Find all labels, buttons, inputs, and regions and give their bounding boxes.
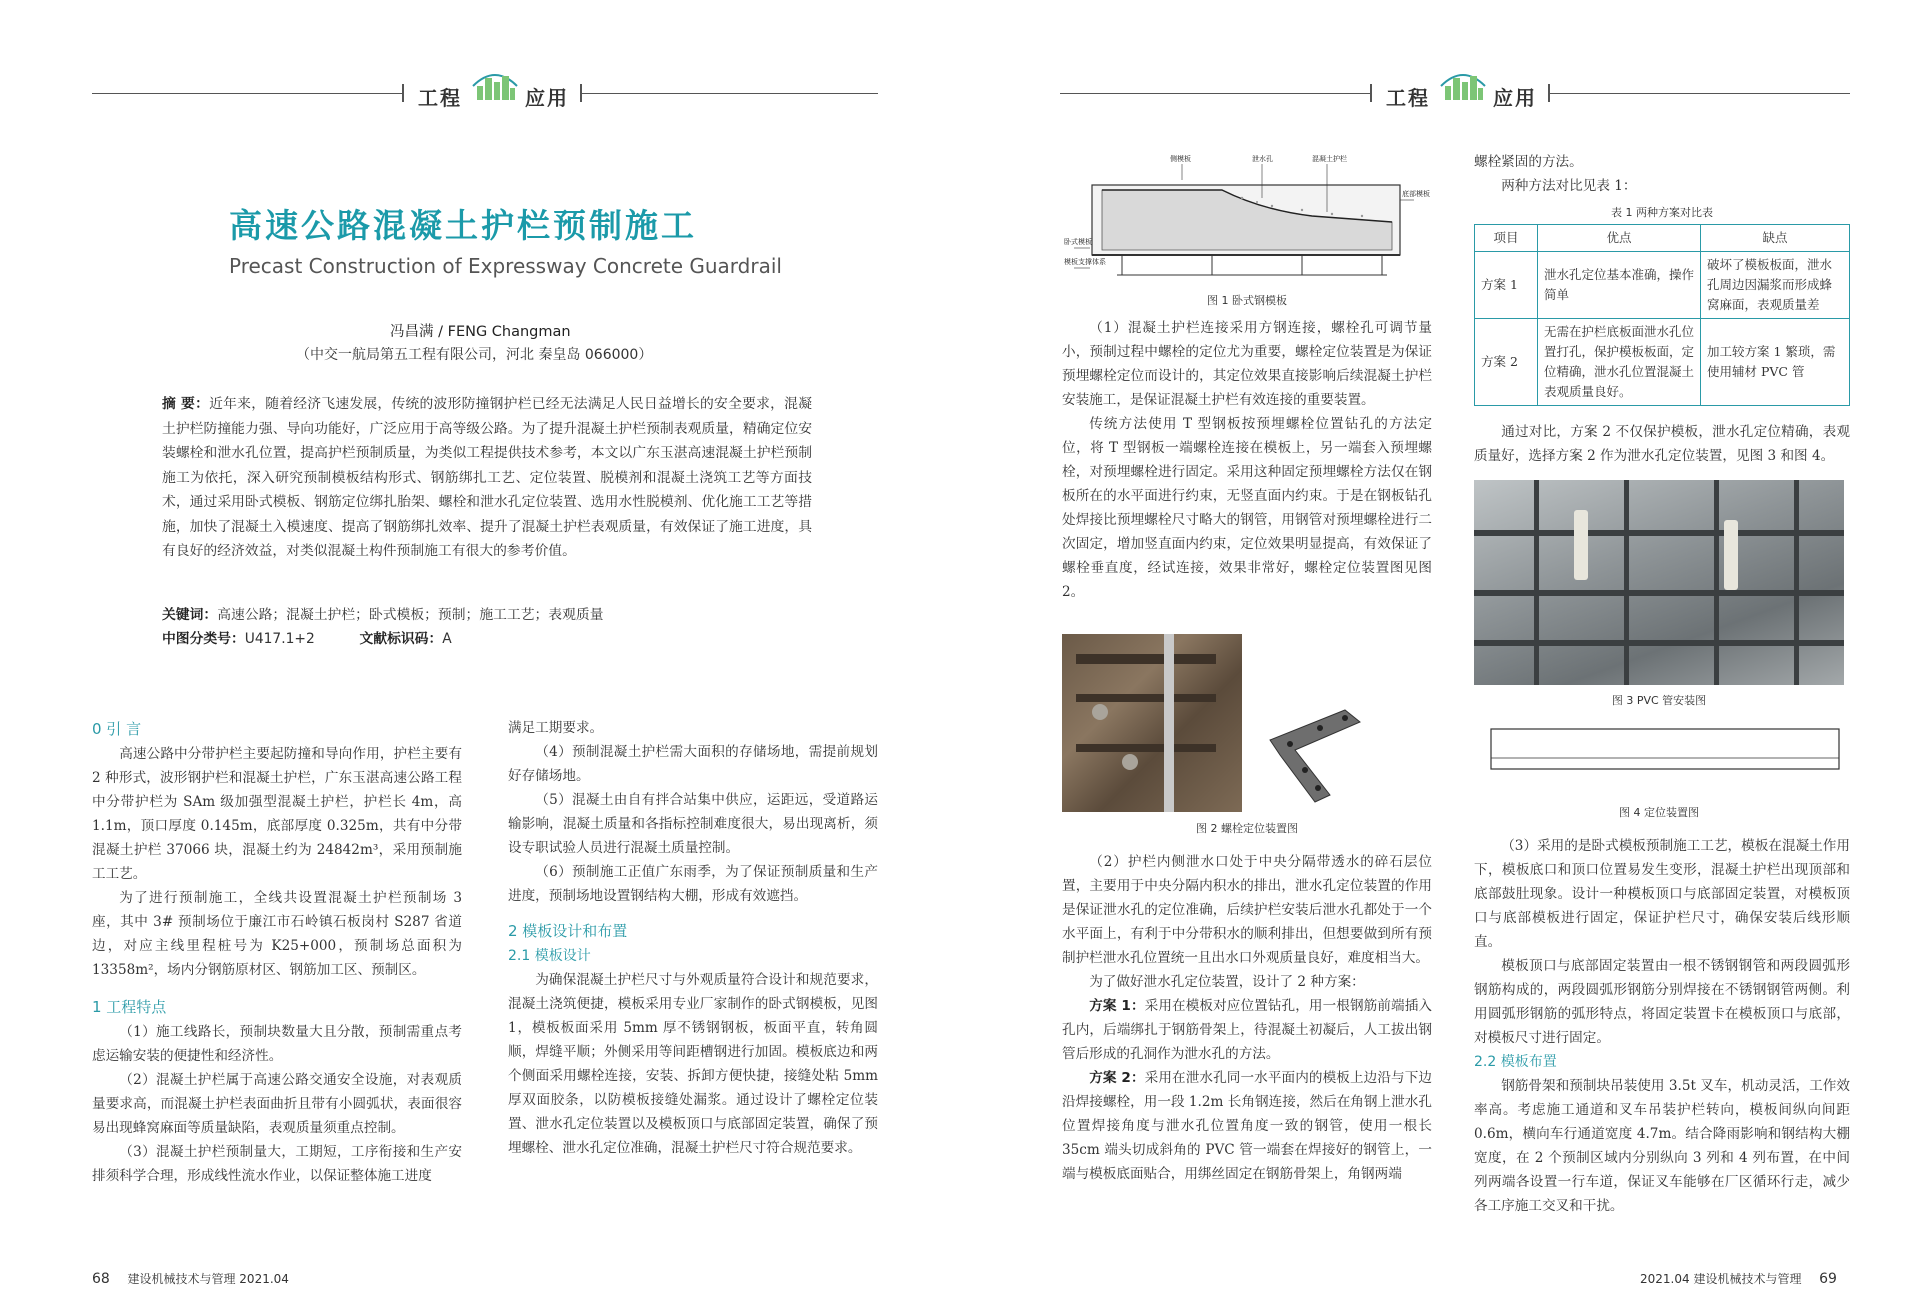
paragraph: 钢筋骨架和预制块吊装使用 3.5t 叉车，机动灵活，工作效率高。考虑施工通道和叉车吊装护栏转向，模板间纵向间距 0.6m，横向车行通道宽度 4.7m。结合降雨影响和钢结构大棚宽度，在 2 个预制区域内分别纵向 3 列和 4 列布置，在中间列两端各设置一行车道，保证叉车能够在厂区循环行走，减少各工序施工交叉和干扰。 xyxy=(1474,1078,1850,1214)
journal-name-left: 建设机械技术与管理 2021.04 xyxy=(127,1272,289,1286)
article-title-english: Precast Construction of Expressway Concrete Guardrail xyxy=(229,254,782,278)
table-cell: 方案 2 xyxy=(1475,319,1538,406)
abstract-label: 摘 要： xyxy=(162,396,210,412)
keywords-label: 关键词： xyxy=(162,607,218,623)
subsection-heading-design: 2.1 模板设计 xyxy=(508,948,591,964)
keywords xyxy=(162,603,604,627)
table-cell: 方案 1 xyxy=(1475,252,1538,319)
fig1-label-guardrail: 混凝土护栏 xyxy=(1312,155,1347,163)
section-heading-intro: 0 引 言 xyxy=(92,720,142,738)
abstract xyxy=(162,392,812,564)
keywords-text: 高速公路；混凝土护栏；卧式模板；预制；施工工艺；表观质量 xyxy=(217,607,604,623)
classification-value: U417.1+2 xyxy=(244,631,315,647)
table-header-cell: 缺点 xyxy=(1701,225,1850,252)
paragraph: （5）混凝土由自有拌合站集中供应，运距远，受道路运输影响，混凝土质量和各指标控制难度很大，易出现离析，须设专职试验人员进行混凝土质量控制。 xyxy=(508,792,878,856)
paragraph: 为了做好泄水孔定位装置，设计了 2 种方案： xyxy=(1089,974,1365,990)
doc-id-value: A xyxy=(442,631,452,647)
table-row xyxy=(1475,252,1850,319)
paragraph: 满足工期要求。 xyxy=(508,720,604,736)
section-heading-formwork: 2 模板设计和布置 xyxy=(508,922,628,940)
header-rule-right-a xyxy=(1060,93,1370,94)
column-3-bottom xyxy=(1062,850,1432,1186)
page-number-right: 69 xyxy=(1819,1271,1837,1287)
header-bracket xyxy=(402,84,404,102)
footer-right xyxy=(1640,1270,1837,1287)
header-rule-right-b xyxy=(1550,93,1850,94)
footer-left xyxy=(92,1270,289,1287)
table-1-title: 表 1 两种方案对比表 xyxy=(1611,206,1713,219)
classification xyxy=(162,627,452,651)
fig1-label-drain-hole: 泄水孔 xyxy=(1252,155,1273,163)
figure-3-photo xyxy=(1474,480,1844,685)
doc-id-label: 文献标识码： xyxy=(359,631,443,647)
header-rule-left-b xyxy=(582,93,878,94)
column-4-bottom xyxy=(1474,834,1850,1218)
fig1-label-support: 模板支撑体系 xyxy=(1064,258,1106,266)
city-skyline-icon xyxy=(469,64,521,104)
column-4-top xyxy=(1474,150,1850,198)
paragraph: （2）混凝土护栏属于高速公路交通安全设施，对表观质量要求高，而混凝土护栏表面曲折且带有小圆弧状，表面很容易出现蜂窝麻面等质量缺陷，表观质量须重点控制。 xyxy=(92,1072,462,1136)
table-cell: 破坏了模板板面，泄水孔周边因漏浆而形成蜂窝麻面，表观质量差 xyxy=(1701,252,1850,319)
paragraph: 通过对比，方案 2 不仅保护模板，泄水孔定位精确，表观质量好，选择方案 2 作为泄水孔定位装置，见图 3 和图 4。 xyxy=(1474,424,1850,464)
figure-4-drawing xyxy=(1490,728,1840,778)
paragraph: （1）施工线路长，预制块数量大且分散，预制需重点考虑运输安装的便捷性和经济性。 xyxy=(92,1024,462,1064)
header-rule-left-a xyxy=(92,93,402,94)
paragraph: 为了进行预制施工，全线共设置混凝土护栏预制场 3 座，其中 3# 预制场位于廉江市石岭镇石板岗村 S287 省道边，对应主线里程桩号为 K25+000，预制场总面积为 13358m²，场内分钢筋原材区、钢筋加工区、预制区。 xyxy=(92,890,462,978)
paragraph: 螺栓紧固的方法。 xyxy=(1474,154,1583,170)
city-skyline-icon xyxy=(1437,64,1489,104)
header-section-text: 工程 xyxy=(418,86,462,110)
abstract-text: 近年来，随着经济飞速发展，传统的波形防撞钢护栏已经无法满足人民日益增长的安全要求，混凝土护栏防撞能力强、导向功能好，广泛应用于高等级公路。为了提升混凝土护栏预制表观质量，精确定位安装螺栓和泄水孔位置，提高护栏预制质量，为类似工程提供技术参考，本文以广东玉湛高速混凝土护栏预制施工为依托，深入研究预制模板结构形式、钢筋绑扎工艺、定位装置、脱模剂和混凝土浇筑工艺等方面技术，通过采用卧式模板、钢筋定位绑扎胎架、螺栓和泄水孔定位装置、选用水性脱模剂、优化施工工艺等措施，加快了混凝土入模速度、提高了钢筋绑扎效率、提升了混凝土护栏表观质量，有效保证了施工进度，具有良好的经济效益，对类似混凝土构件预制施工有很大的参考价值。 xyxy=(162,396,813,559)
table-row xyxy=(1475,319,1850,406)
paragraph: （6）预制施工正值广东雨季，为了保证预制质量和生产进度，预制场地设置钢结构大棚，形成有效遮挡。 xyxy=(508,864,878,904)
paragraph: 两种方法对比见表 1： xyxy=(1501,178,1637,194)
page-number-left: 68 xyxy=(92,1271,110,1287)
header-section-text: 应用 xyxy=(1493,86,1537,110)
comparison-table xyxy=(1474,224,1850,406)
table-cell: 无需在护栏底板面泄水孔位置打孔，保护模板板面，定位精确，泄水孔位置混凝土表观质量良好。 xyxy=(1538,319,1701,406)
column-4-comparison xyxy=(1474,420,1850,468)
article-title: 高速公路混凝土护栏预制施工 xyxy=(229,206,697,245)
column-2 xyxy=(508,716,878,1160)
paragraph: （3）采用的是卧式模板预制施工工艺，模板在混凝土作用下，模板底口和顶口位置易发生变形，混凝土护栏出现顶部和底部鼓肚现象。设计一种模板顶口与底部固定装置，对模板顶口与底部模板进行固定，保证护栏尺寸，确保安装后线形顺直。 xyxy=(1474,838,1850,950)
classification-label: 中图分类号： xyxy=(162,631,245,647)
section-heading-features: 1 工程特点 xyxy=(92,998,167,1016)
plan-2-label: 方案 2： xyxy=(1089,1070,1145,1086)
table-header-row xyxy=(1475,225,1850,252)
paragraph: 高速公路中分带护栏主要起防撞和导向作用，护栏主要有 2 种形式，波形钢护栏和混凝土护栏，广东玉湛高速公路工程中分带护栏为 SAm 级加强型混凝土护栏，护栏长 4m，高 1.1m，顶口厚度 0.145m，底部厚度 0.325m，共有中分带混凝土护栏 37066 块，混凝土约为 24842m³，采用预制施工工艺。 xyxy=(92,746,462,882)
paragraph: 传统方法使用 T 型钢板按预埋螺栓位置钻孔的方法定位，将 T 型钢板一端螺栓连接在模板上，另一端套入预埋螺栓，对预埋螺栓进行固定。采用这种固定预埋螺栓方法仅在钢板所在的水平面进行约束，无竖直面内约束。于是在钢板钻孔处焊接比预埋螺栓尺寸略大的钢管，用钢管对预埋螺栓进行二次固定，增加竖直面内约束，定位效果明显提高，有效保证了螺栓垂直度，经试连接，效果非常好，螺栓定位装置图见图 2。 xyxy=(1062,416,1432,600)
column-3-top xyxy=(1062,316,1432,604)
plan-2-text: 采用在泄水孔同一水平面内的模板上边沿与下边沿焊接螺栓，用一段 1.2m 长角钢连接，然后在角钢上泄水孔位置焊接角度与泄水孔位置角度一致的钢管，使用一根长 35cm 端头切成斜角的 PVC 管一端套在焊接好的钢管上，一端与模板底面贴合，用绑丝固定在钢筋骨架上，角钢两端 xyxy=(1062,1070,1432,1182)
table-header-cell: 优点 xyxy=(1538,225,1701,252)
paragraph: （2）护栏内侧泄水口处于中央分隔带透水的碎石层位置，主要用于中央分隔内积水的排出，泄水孔定位装置的作用是保证泄水孔的定位准确，后续护栏安装后泄水孔都处于一个水平面上，有利于中分带积水的顺利排出，但想要做到所有预制护栏泄水孔位置统一且出水口外观质量良好，难度相当大。 xyxy=(1062,854,1432,966)
column-1 xyxy=(92,716,462,1188)
figure-2-t-plate-drawing xyxy=(1250,700,1430,810)
plan-1-text: 采用在模板对应位置钻孔，用一根钢筋前端插入孔内，后端绑扎于钢筋骨架上，待混凝土初凝后，人工拔出钢管后形成的孔洞作为泄水孔的方法。 xyxy=(1062,998,1432,1062)
table-cell: 泄水孔定位基本准确，操作简单 xyxy=(1538,252,1701,319)
figure-3-caption: 图 3 PVC 管安装图 xyxy=(1611,694,1707,707)
paragraph: （4）预制混凝土护栏需大面积的存储场地，需提前规划好存储场地。 xyxy=(508,744,878,784)
figure-4-caption: 图 4 定位装置图 xyxy=(1619,806,1699,819)
paragraph: 为确保混凝土护栏尺寸与外观质量符合设计和规范要求，混凝土浇筑便捷，模板采用专业厂家制作的卧式钢模板，见图 1，模板板面采用 5mm 厚不锈钢钢板，板面平直，转角圆顺，焊缝平顺；外侧采用等间距槽钢进行加固。模板底边和两个侧面采用螺栓连接，安装、拆卸方便快捷，接缝处粘 5mm 厚双面胶条，以防模板接缝处漏浆。通过设计了螺栓定位装置、泄水孔定位装置以及模板顶口与底部固定装置，确保了预埋螺栓、泄水孔定位准确，混凝土护栏尺寸符合规范要求。 xyxy=(508,972,878,1156)
fig1-label-horizontal-form: 卧式模板 xyxy=(1064,238,1092,246)
figure-2-caption: 图 2 螺栓定位装置图 xyxy=(1196,822,1298,835)
figure-1-drawing xyxy=(1062,150,1432,285)
fig1-label-bottom-form: 底部模板 xyxy=(1402,190,1430,198)
figure-1-caption: 图 1 卧式钢模板 xyxy=(1207,294,1287,307)
header-section-text: 应用 xyxy=(525,86,569,110)
journal-name-right: 2021.04 建设机械技术与管理 xyxy=(1640,1272,1802,1286)
author-name: 冯昌满 / FENG Changman xyxy=(390,324,571,340)
subsection-heading-layout: 2.2 模板布置 xyxy=(1474,1054,1557,1070)
table-header-cell: 项目 xyxy=(1475,225,1538,252)
paragraph: 模板顶口与底部固定装置由一根不锈钢钢管和两段圆弧形钢筋构成的，两段圆弧形钢筋分别焊接在不锈钢钢管两侧。利用圆弧形钢筋的弧形特点，将固定装置卡在模板顶口与底部，对模板尺寸进行固定。 xyxy=(1474,958,1850,1046)
header-section-text: 工程 xyxy=(1386,86,1430,110)
paragraph: （3）混凝土护栏预制量大，工期短，工序衔接和生产安排须科学合理，形成线性流水作业，以保证整体施工进度 xyxy=(92,1144,462,1184)
plan-1-label: 方案 1： xyxy=(1089,998,1145,1014)
paragraph: （1）混凝土护栏连接采用方钢连接，螺栓孔可调节量小，预制过程中螺栓的定位尤为重要，螺栓定位装置是为保证预埋螺栓定位而设计的，其定位效果直接影响后续混凝土护栏安装施工，是保证混凝土护栏有效连接的重要装置。 xyxy=(1062,320,1432,408)
figure-2-photo xyxy=(1062,634,1242,812)
header-bracket xyxy=(1370,84,1372,102)
author-affiliation: （中交一航局第五工程有限公司，河北 秦皇岛 066000） xyxy=(296,347,653,363)
fig1-label-side-form: 侧模板 xyxy=(1170,155,1191,163)
table-cell: 加工较方案 1 繁琐，需使用辅材 PVC 管 xyxy=(1701,319,1850,406)
